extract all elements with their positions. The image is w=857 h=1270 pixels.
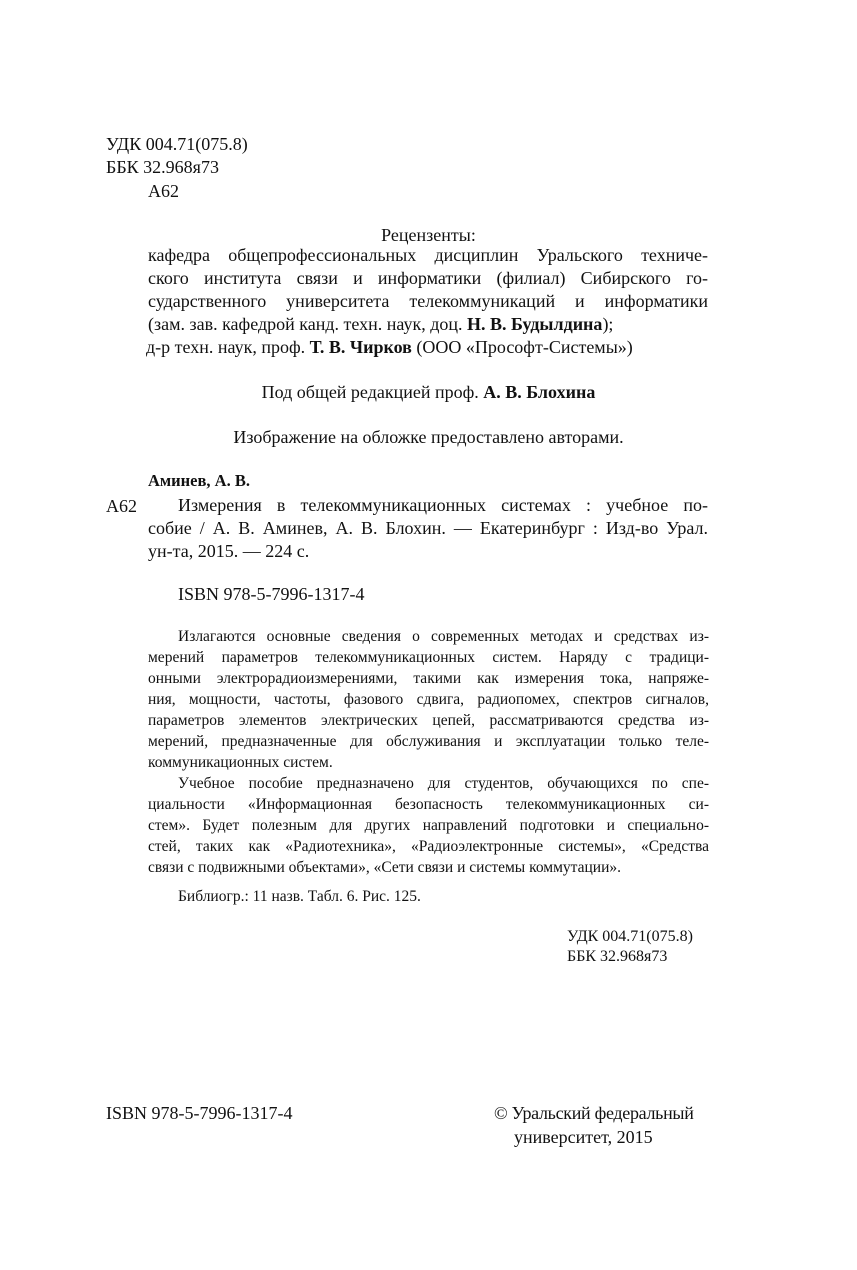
- bib-description: [148, 494, 708, 563]
- bib-isbn: ISBN 978-5-7996-1317-4: [178, 584, 365, 604]
- reviewer-name: Т. В. Чирков: [309, 337, 412, 357]
- editor-line: Под общей редакцией проф. А. В. Блохина: [261, 382, 596, 402]
- bibliography-note: Библиогр.: 11 назв. Табл. 6. Рис. 125.: [178, 888, 421, 905]
- abstract-line: стем». Будет полезным для других направлений подготовки и специально-: [148, 817, 709, 834]
- abstract-line: онными электрорадиоизмерениями, такими как измерения тока, напряже-: [148, 670, 709, 687]
- footer-udk: УДК 004.71(075.8): [567, 928, 693, 945]
- editor-name: А. В. Блохина: [483, 382, 596, 402]
- reviewers-line: кафедра общепрофессиональных дисциплин Уральского техниче-: [148, 245, 708, 265]
- abstract-line: мерений параметров телекоммуникационных систем. Наряду с традици-: [148, 649, 709, 666]
- abstract-line: циальности «Информационная безопасность телекоммуникационных си-: [148, 796, 709, 813]
- cover-note: Изображение на обложке предоставлено авторами.: [233, 427, 624, 447]
- bib-mark: А62: [106, 496, 137, 516]
- reviewers-line: (зам. зав. кафедрой канд. техн. наук, доц. Н. В. Будылдина);: [148, 314, 614, 334]
- abstract-line: параметров элементов электрических цепей, рассматриваются средства из-: [148, 712, 709, 729]
- abstract-line: Учебное пособие предназначено для студентов, обучающихся по спе-: [178, 775, 709, 792]
- reviewers-line: ского института связи и информатики (филиал) Сибирского го-: [148, 268, 708, 288]
- reviewer-name: Н. В. Будылдина: [467, 314, 603, 334]
- reviewers-line: д-р техн. наук, проф. Т. В. Чирков (ООО «Прософт-Системы»): [146, 337, 633, 357]
- abstract-line: мерений, предназначенные для обслуживания и эксплуатации только теле-: [148, 733, 709, 750]
- bib-author-heading: Аминев, А. В.: [148, 471, 250, 490]
- imprint-isbn: ISBN 978-5-7996-1317-4: [106, 1103, 293, 1123]
- abstract: [148, 626, 709, 878]
- abstract-line: стей, таких как «Радиотехника», «Радиоэлектронные системы», «Средства: [148, 838, 709, 855]
- bib-line: Измерения в телекоммуникационных системах : учебное по-: [178, 495, 708, 515]
- abstract-line: Излагаются основные сведения о современных методах и средствах из-: [178, 628, 709, 645]
- copyright-line-2: университет, 2015: [514, 1127, 653, 1147]
- abstract-line: связи с подвижными объектами», «Сети связи и системы коммутации».: [148, 859, 621, 876]
- reviewers-block: [148, 244, 708, 359]
- abstract-line: ния, мощности, частоты, фазового сдвига, радиопомех, спектров сигналов,: [148, 691, 709, 708]
- copyright-line-1: © Уральский федеральный: [494, 1103, 694, 1123]
- bib-line: ун-та, 2015. — 224 с.: [148, 541, 310, 561]
- reviewers-title: Рецензенты:: [381, 225, 476, 245]
- footer-bbk: ББК 32.968я73: [567, 948, 668, 965]
- bib-line: собие / А. В. Аминев, А. В. Блохин. — Екатеринбург : Изд-во Урал.: [148, 518, 708, 538]
- udk-code: УДК 004.71(075.8): [106, 134, 248, 154]
- author-mark: А62: [148, 181, 179, 201]
- reviewers-line: сударственного университета телекоммуникаций и информатики: [148, 291, 708, 311]
- abstract-line: коммуникационных систем.: [148, 754, 333, 771]
- bbk-code: ББК 32.968я73: [106, 157, 219, 177]
